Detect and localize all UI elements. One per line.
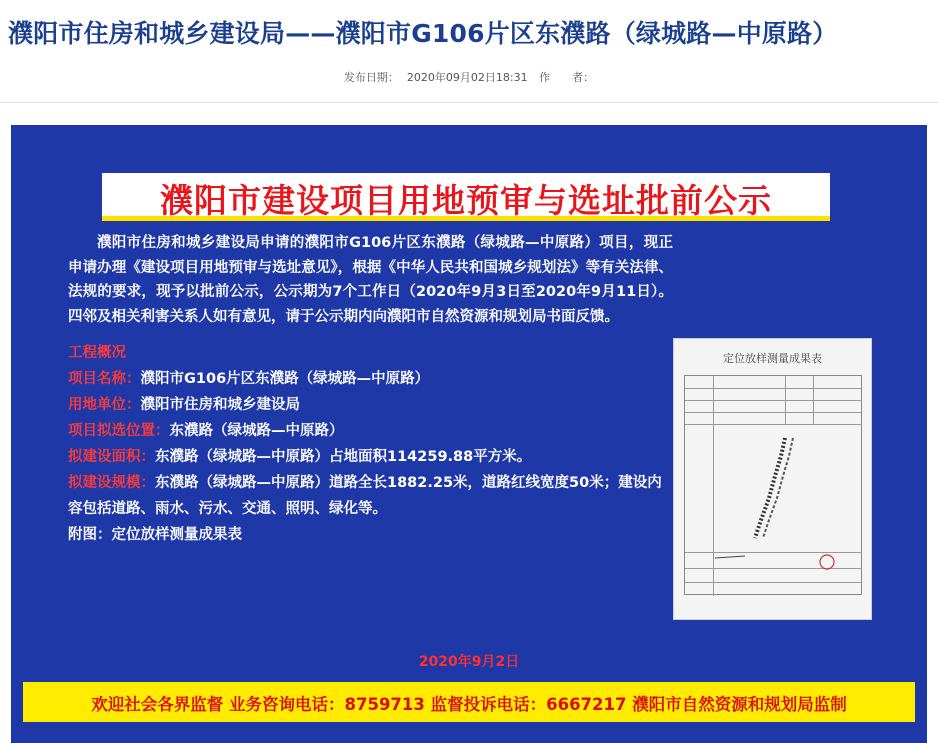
notice-heading-banner — [102, 173, 830, 221]
detail-value: 东濮路（绿城路—中原路）占地面积114259.88平方米。 — [155, 449, 532, 465]
attachment-line: 附图：定位放样测量成果表 — [68, 527, 242, 543]
detail-row — [68, 470, 663, 522]
article-title: 濮阳市住房和城乡建设局——濮阳市G106片区东濮路（绿城路—中原路） — [8, 19, 838, 48]
section-title: 工程概况 — [68, 345, 126, 361]
detail-value: 濮阳市住房和城乡建设局 — [140, 397, 300, 413]
detail-label: 拟建设面积： — [68, 449, 155, 465]
notice-date: 2020年9月2日 — [418, 654, 520, 670]
detail-value: 东濮路（绿城路—中原路）道路全长1882.25米，道路红线宽度50米；建设内容包括道路、雨水、污水、交通、照明、绿化等。 — [68, 475, 662, 517]
detail-value: 濮阳市G106片区东濮路（绿城路—中原路） — [140, 371, 430, 387]
author-label: 作 者： — [539, 71, 595, 84]
notice-board-image — [11, 125, 927, 743]
publish-date: 2020年09月02日18:31 — [406, 71, 528, 84]
detail-label: 拟建设规模： — [68, 475, 155, 491]
detail-row — [68, 392, 663, 418]
article-meta — [0, 69, 938, 85]
article-header — [0, 0, 938, 103]
detail-label: 项目名称： — [68, 371, 141, 387]
thumbnail-table — [684, 375, 862, 595]
detail-value: 东濮路（绿城路—中原路） — [169, 423, 344, 439]
footer-text: 欢迎社会各界监督 业务咨询电话：8759713 监督投诉电话：6667217 濮阳市自然资源和规划局监制 — [91, 695, 847, 714]
detail-label: 用地单位： — [68, 397, 141, 413]
detail-row — [68, 444, 663, 470]
footer-banner — [23, 682, 915, 722]
detail-row — [68, 418, 663, 444]
detail-row — [68, 366, 663, 392]
road-sketch-icon — [685, 376, 863, 596]
notice-heading: 濮阳市建设项目用地预审与选址批前公示 — [160, 181, 772, 220]
publish-date-label: 发布日期： — [343, 71, 399, 84]
detail-label: 项目拟选位置： — [68, 423, 170, 439]
survey-table-thumbnail — [673, 338, 872, 620]
thumbnail-title: 定位放样测量成果表 — [723, 352, 822, 365]
notice-body-text: 濮阳市住房和城乡建设局申请的濮阳市G106片区东濮路（绿城路—中原路）项目，现正申请办理《建设项目用地预审与选址意见》，根据《中华人民共和国城乡规划法》等有关法律、法规的要求，现予以批前公示，公示期为7个工作日（2020年9月3日至2020年9月11日）。四邻及相关利害关系人如有意见，请于公示期内向濮阳市自然资源和规划局书面反馈。 — [68, 235, 673, 325]
project-details — [68, 340, 663, 548]
